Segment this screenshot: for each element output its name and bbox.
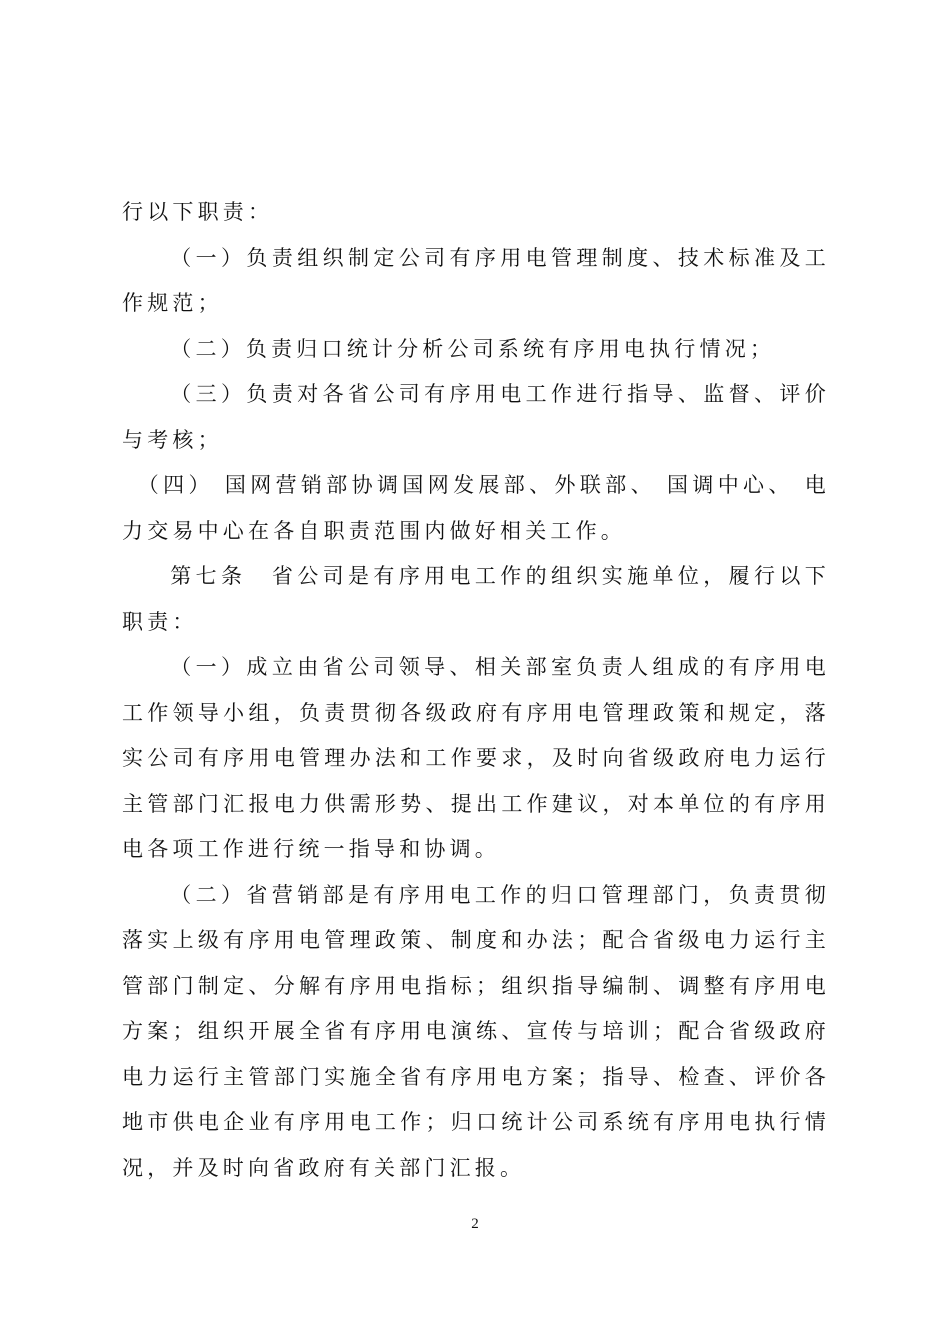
paragraph-item-1: （一）负责组织制定公司有序用电管理制度、技术标准及工作规范；: [122, 245, 830, 315]
paragraph-article-7: 第七条 省公司是有序用电工作的组织实施单位，履行以下职责：: [122, 564, 830, 634]
paragraph-duties-intro: 行以下职责：: [122, 200, 274, 224]
paragraph-item-3: （三）负责对各省公司有序用电工作进行指导、监督、评价与考核；: [122, 382, 830, 452]
page-number: 2: [471, 1216, 479, 1232]
paragraph-item-2: （二）负责归口统计分析公司系统有序用电执行情况；: [170, 336, 776, 361]
document-body: [122, 190, 830, 1191]
paragraph-article-7-item-2: （二）省营销部是有序用电工作的归口管理部门，负责贯彻落实上级有序用电管理政策、制度和办法；配合省级电力运行主管部门制定、分解有序用电指标；组织指导编制、调整有序用电方案；组织开展全省有序用电演练、宣传与培训；配合省级政府电力运行主管部门实施全省有序用电方案；指导、检查、评价各地市供电企业有序用电工作；归口统计公司系统有序用电执行情况，并及时向省政府有关部门汇报。: [122, 882, 830, 1180]
paragraph-article-7-item-1: （一）成立由省公司领导、相关部室负责人组成的有序用电工作领导小组，负责贯彻各级政府有序用电管理政策和规定，落实公司有序用电管理办法和工作要求，及时向省级政府电力运行主管部门汇报电力供需形势、提出工作建议，对本单位的有序用电各项工作进行统一指导和协调。: [122, 655, 830, 861]
paragraph-item-4: （四） 国网营销部协调国网发展部、外联部、 国调中心、 电力交易中心在各自职责范围内做好相关工作。: [122, 473, 830, 543]
